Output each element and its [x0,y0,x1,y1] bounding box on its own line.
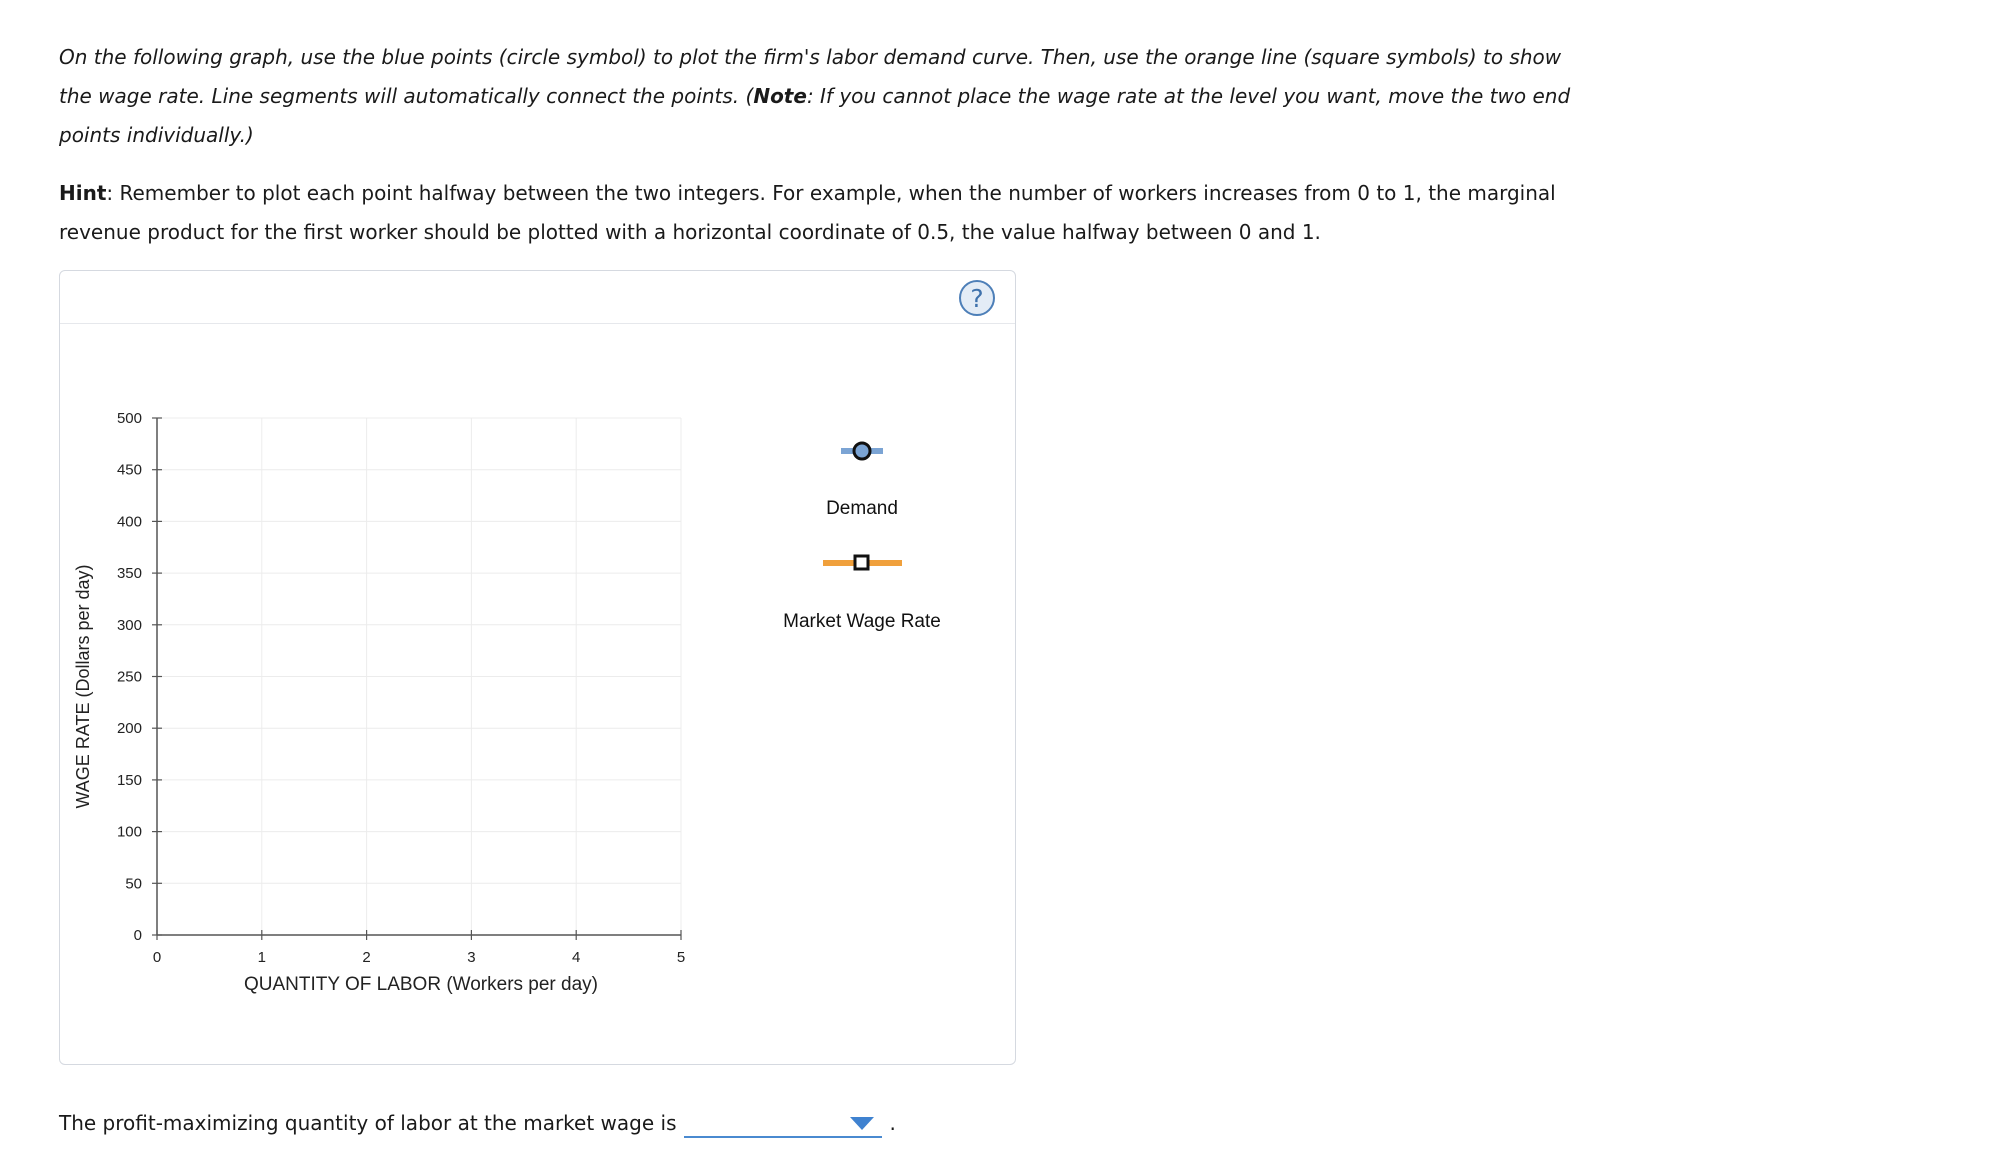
question-circle-icon[interactable]: ? [959,280,995,316]
demand-tool[interactable] [841,443,883,459]
instructions-part1: On the following graph, use the blue points (circle symbol) to plot the firm's labor demand curve. Then, use the orange line (square symbols) to show the wage rate. Line segments will automatically connect the points. ( [59,45,1562,108]
y-axis-ticks [117,410,162,944]
note-label: Note [753,84,807,108]
period-text: . [889,1111,896,1135]
x-axis-label: QUANTITY OF LABOR (Workers per day) [243,974,599,995]
x-tick-label: 5 [676,949,686,966]
wage-legend-label: Market Wage Rate [783,611,941,632]
y-tick-label: 350 [116,565,142,583]
x-tick-label: 3 [467,949,476,966]
y-tick-label: 50 [125,875,142,893]
x-tick-label: 1 [257,949,266,966]
wage-tool[interactable] [823,556,902,569]
y-tick-label: 0 [133,927,142,944]
y-tick-label: 150 [116,771,142,789]
hint-body: : Remember to plot each point halfway between the two integers. For example, when the number of workers increases from 0 to 1, the marginal revenue product for the first worker should be plotted with a horizontal coordinate of 0.5, the value halfway between 0 and 1. [59,181,1556,244]
instructions-text [59,38,1579,155]
y-tick-label: 450 [116,461,142,479]
instructions-part2: : If you cannot place the wage rate at the level you want, move the two end points individually.) [59,84,1571,147]
y-axis-label: WAGE RATE (Dollars per day) [72,564,93,809]
square-marker-icon [855,556,868,569]
circle-marker-icon [854,443,870,459]
chevron-down-icon[interactable] [850,1117,874,1130]
y-tick-label: 500 [116,410,142,427]
y-tick-label: 200 [116,720,142,738]
graph-panel [59,270,1016,1065]
answer-row [59,1108,896,1138]
y-tick-label: 300 [116,616,142,634]
x-tick-label: 2 [362,949,371,966]
grid-lines [157,418,681,935]
labor-market-graph[interactable] [60,271,1015,1064]
y-tick-label: 100 [116,823,142,841]
y-tick-label: 250 [116,668,142,686]
demand-legend-label: Demand [826,498,898,519]
x-tick-label: 0 [152,949,162,966]
x-tick-label: 4 [572,949,581,966]
question-text: The profit-maximizing quantity of labor at the market wage is [59,1111,677,1135]
hint-label: Hint [59,181,107,205]
quantity-dropdown[interactable] [684,1108,882,1138]
hint-text [59,174,1579,252]
y-tick-label: 400 [116,513,142,531]
